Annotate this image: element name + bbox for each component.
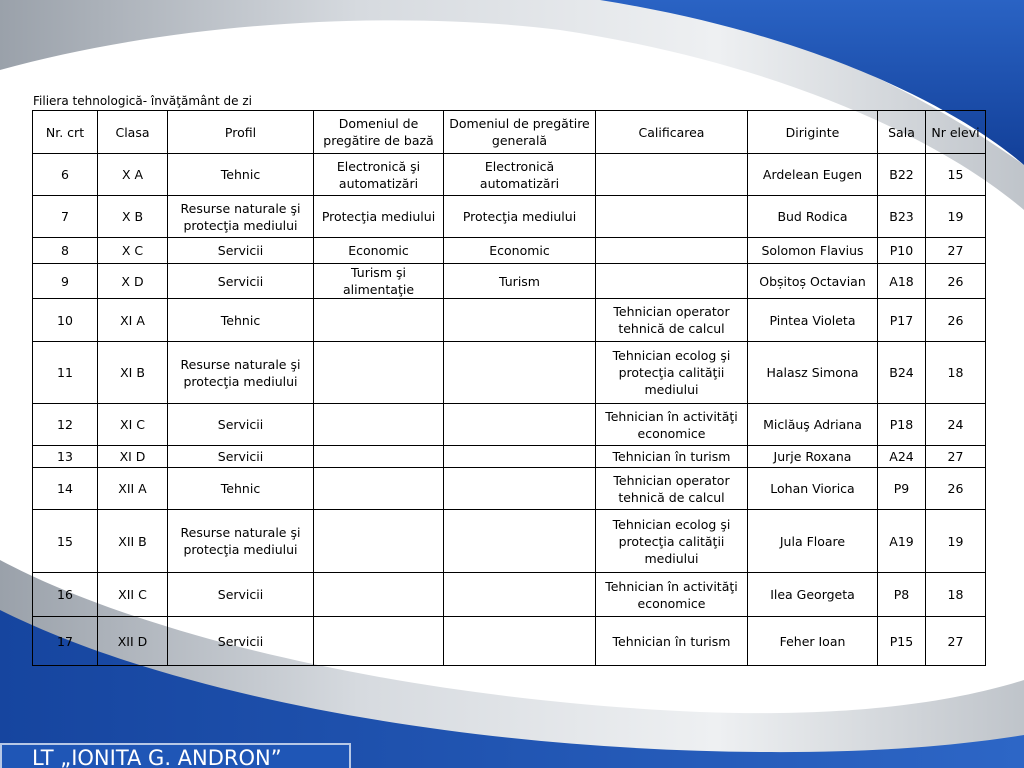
- cell-clasa: X B: [98, 196, 168, 238]
- cell-calificarea: [596, 154, 748, 196]
- cell-domeniu-generala: [444, 446, 596, 468]
- cell-nr: 16: [33, 573, 98, 617]
- cell-clasa: XI D: [98, 446, 168, 468]
- header-calificarea: Calificarea: [596, 111, 748, 154]
- cell-nr: 13: [33, 446, 98, 468]
- cell-diriginte: Ardelean Eugen: [748, 154, 878, 196]
- cell-nr-elevi: 27: [926, 617, 986, 666]
- cell-diriginte: Solomon Flavius: [748, 238, 878, 264]
- cell-profil: Tehnic: [168, 154, 314, 196]
- cell-calificarea: Tehnician ecolog şi protecţia calităţii mediului: [596, 510, 748, 573]
- cell-domeniu-baza: [314, 617, 444, 666]
- cell-clasa: XI A: [98, 299, 168, 342]
- cell-sala: P9: [878, 468, 926, 510]
- cell-domeniu-baza: [314, 299, 444, 342]
- cell-nr-elevi: 24: [926, 404, 986, 446]
- table-caption: Filiera tehnologică- învăţământ de zi: [33, 94, 252, 108]
- cell-diriginte: Jurje Roxana: [748, 446, 878, 468]
- cell-nr-elevi: 19: [926, 196, 986, 238]
- school-name-footer: LT „IONITA G. ANDRON”: [0, 743, 351, 768]
- cell-domeniu-generala: [444, 510, 596, 573]
- cell-nr: 15: [33, 510, 98, 573]
- cell-domeniu-generala: [444, 573, 596, 617]
- cell-nr: 9: [33, 264, 98, 299]
- cell-diriginte: Pintea Violeta: [748, 299, 878, 342]
- cell-domeniu-generala: Turism: [444, 264, 596, 299]
- cell-nr: 8: [33, 238, 98, 264]
- cell-calificarea: Tehnician ecolog şi protecţia calităţii mediului: [596, 342, 748, 404]
- table-row: [33, 617, 986, 666]
- cell-profil: Servicii: [168, 264, 314, 299]
- cell-profil: Resurse naturale şi protecţia mediului: [168, 510, 314, 573]
- cell-calificarea: Tehnician operator tehnică de calcul: [596, 468, 748, 510]
- cell-domeniu-baza: [314, 446, 444, 468]
- cell-nr: 10: [33, 299, 98, 342]
- cell-nr-elevi: 26: [926, 264, 986, 299]
- cell-clasa: XI C: [98, 404, 168, 446]
- cell-diriginte: Ilea Georgeta: [748, 573, 878, 617]
- cell-sala: B22: [878, 154, 926, 196]
- cell-sala: P15: [878, 617, 926, 666]
- table-header-row: [33, 111, 986, 154]
- cell-domeniu-baza: Economic: [314, 238, 444, 264]
- cell-calificarea: Tehnician în turism: [596, 617, 748, 666]
- cell-domeniu-baza: [314, 510, 444, 573]
- cell-sala: P18: [878, 404, 926, 446]
- cell-domeniu-generala: Economic: [444, 238, 596, 264]
- table-row: [33, 299, 986, 342]
- cell-profil: Tehnic: [168, 468, 314, 510]
- cell-nr-elevi: 19: [926, 510, 986, 573]
- table-row: [33, 154, 986, 196]
- cell-nr: 14: [33, 468, 98, 510]
- cell-nr: 11: [33, 342, 98, 404]
- cell-domeniu-generala: [444, 299, 596, 342]
- cell-domeniu-baza: [314, 404, 444, 446]
- cell-nr: 12: [33, 404, 98, 446]
- cell-diriginte: Feher Ioan: [748, 617, 878, 666]
- cell-profil: Resurse naturale şi protecţia mediului: [168, 342, 314, 404]
- header-profil: Profil: [168, 111, 314, 154]
- cell-diriginte: Halasz Simona: [748, 342, 878, 404]
- cell-sala: A18: [878, 264, 926, 299]
- cell-sala: P17: [878, 299, 926, 342]
- cell-domeniu-generala: [444, 468, 596, 510]
- classes-table: [32, 110, 986, 666]
- cell-domeniu-baza: Turism şi alimentaţie: [314, 264, 444, 299]
- cell-domeniu-baza: [314, 573, 444, 617]
- cell-nr-elevi: 27: [926, 238, 986, 264]
- cell-profil: Servicii: [168, 446, 314, 468]
- cell-clasa: XII B: [98, 510, 168, 573]
- cell-nr: 17: [33, 617, 98, 666]
- cell-diriginte: Miclăuş Adriana: [748, 404, 878, 446]
- table-row: [33, 238, 986, 264]
- cell-diriginte: Jula Floare: [748, 510, 878, 573]
- cell-nr-elevi: 26: [926, 468, 986, 510]
- header-diriginte: Diriginte: [748, 111, 878, 154]
- cell-domeniu-generala: [444, 617, 596, 666]
- cell-clasa: XII A: [98, 468, 168, 510]
- cell-domeniu-generala: Protecţia mediului: [444, 196, 596, 238]
- cell-profil: Resurse naturale şi protecţia mediului: [168, 196, 314, 238]
- cell-nr-elevi: 18: [926, 342, 986, 404]
- cell-sala: P10: [878, 238, 926, 264]
- cell-nr: 7: [33, 196, 98, 238]
- cell-calificarea: [596, 264, 748, 299]
- cell-nr-elevi: 26: [926, 299, 986, 342]
- cell-clasa: XII C: [98, 573, 168, 617]
- cell-domeniu-generala: [444, 342, 596, 404]
- cell-sala: P8: [878, 573, 926, 617]
- header-sala: Sala: [878, 111, 926, 154]
- cell-diriginte: Bud Rodica: [748, 196, 878, 238]
- cell-calificarea: Tehnician în turism: [596, 446, 748, 468]
- cell-profil: Servicii: [168, 573, 314, 617]
- table-row: [33, 510, 986, 573]
- cell-profil: Servicii: [168, 404, 314, 446]
- cell-clasa: X C: [98, 238, 168, 264]
- table-row: [33, 446, 986, 468]
- cell-profil: Servicii: [168, 617, 314, 666]
- cell-domeniu-baza: [314, 468, 444, 510]
- table-row: [33, 573, 986, 617]
- cell-nr: 6: [33, 154, 98, 196]
- cell-clasa: X D: [98, 264, 168, 299]
- cell-diriginte: Obșitoș Octavian: [748, 264, 878, 299]
- table-row: [33, 468, 986, 510]
- table-row: [33, 404, 986, 446]
- cell-sala: A19: [878, 510, 926, 573]
- cell-nr-elevi: 18: [926, 573, 986, 617]
- cell-calificarea: Tehnician operator tehnică de calcul: [596, 299, 748, 342]
- cell-sala: B24: [878, 342, 926, 404]
- cell-profil: Servicii: [168, 238, 314, 264]
- header-clasa: Clasa: [98, 111, 168, 154]
- cell-calificarea: Tehnician în activităţi economice: [596, 404, 748, 446]
- header-domeniu-baza: Domeniul de pregătire de bază: [314, 111, 444, 154]
- cell-calificarea: [596, 238, 748, 264]
- cell-sala: B23: [878, 196, 926, 238]
- cell-nr-elevi: 27: [926, 446, 986, 468]
- cell-clasa: XI B: [98, 342, 168, 404]
- header-domeniu-generala: Domeniul de pregătire generală: [444, 111, 596, 154]
- header-nr-crt: Nr. crt: [33, 111, 98, 154]
- table-row: [33, 342, 986, 404]
- cell-domeniu-generala: [444, 404, 596, 446]
- cell-profil: Tehnic: [168, 299, 314, 342]
- cell-clasa: XII D: [98, 617, 168, 666]
- cell-diriginte: Lohan Viorica: [748, 468, 878, 510]
- cell-nr-elevi: 15: [926, 154, 986, 196]
- table-row: [33, 264, 986, 299]
- cell-sala: A24: [878, 446, 926, 468]
- cell-calificarea: Tehnician în activităţi economice: [596, 573, 748, 617]
- cell-calificarea: [596, 196, 748, 238]
- cell-clasa: X A: [98, 154, 168, 196]
- cell-domeniu-baza: Protecţia mediului: [314, 196, 444, 238]
- table-row: [33, 196, 986, 238]
- cell-domeniu-baza: Electronică şi automatizări: [314, 154, 444, 196]
- cell-domeniu-baza: [314, 342, 444, 404]
- header-nr-elevi: Nr elevi: [926, 111, 986, 154]
- cell-domeniu-generala: Electronică automatizări: [444, 154, 596, 196]
